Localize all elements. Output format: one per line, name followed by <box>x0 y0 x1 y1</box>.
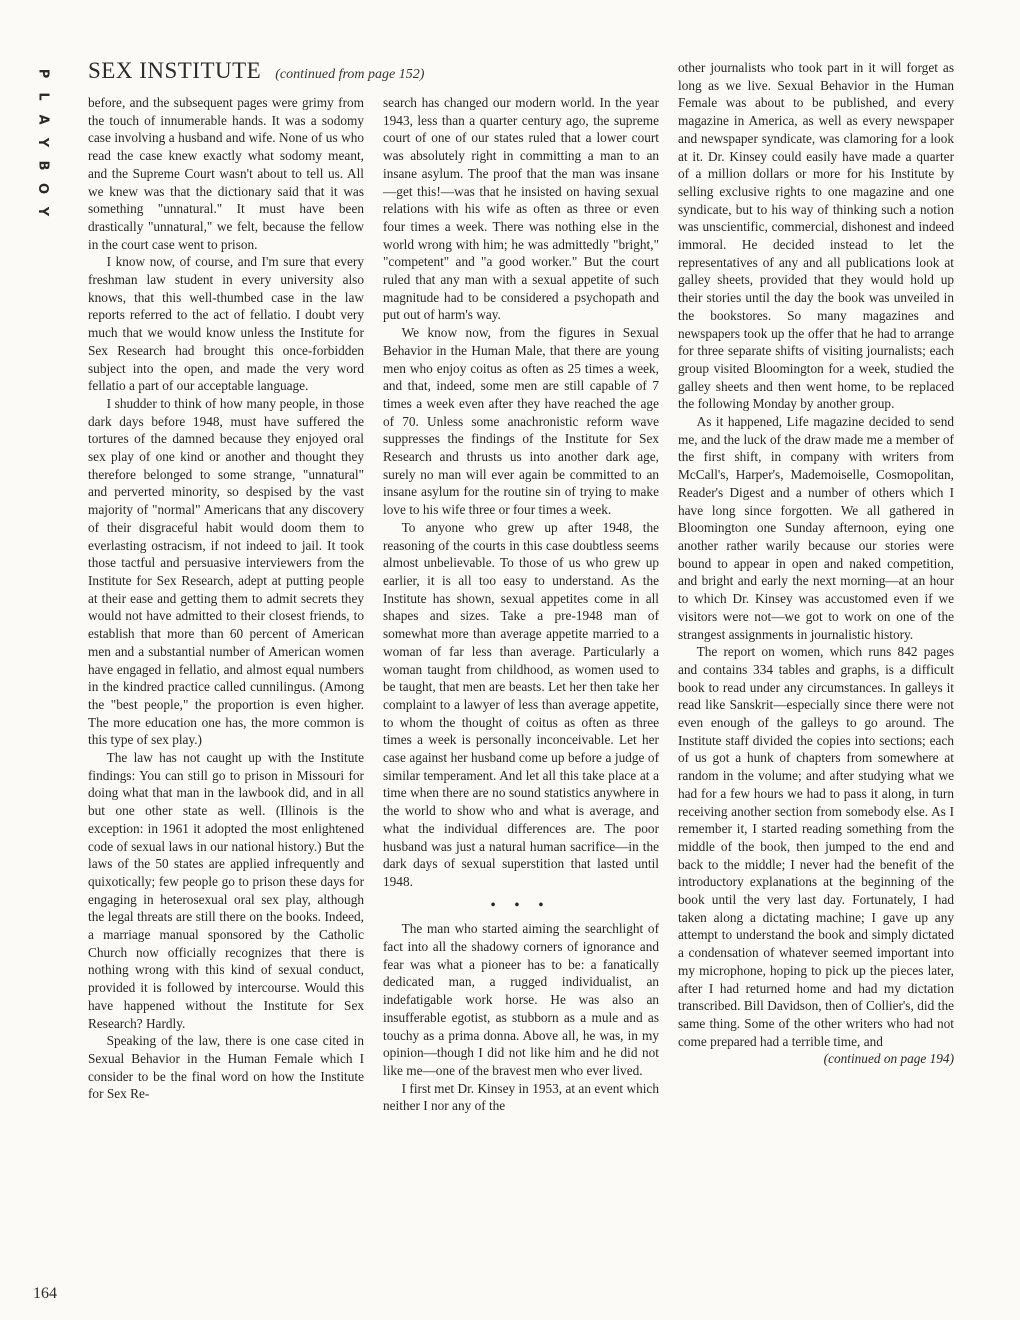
article-header <box>88 58 424 84</box>
magazine-letter: Y <box>35 137 51 148</box>
paragraph: To anyone who grew up after 1948, the reasoning of the courts in this case doubtless seems almost unbelievable. To those of us who grew up earlier, it is all too easy to understand. As the Institute has shown, sexual appetites come in all shapes and sizes. Take a pre-1948 man of somewhat more than average appetite married to a woman of far less than average. Particularly a woman taught from childhood, as women used to be taught, that men are beasts. Let her then take her complaint to a lawyer of less than average appetite, to whom the thought of coitus as often as three times a week is personally inconceivable. Let her case against her husband come up before a judge of similar temperament. And let all this take place at a time when there are no sound statistics anywhere in the world to show who and what is average, and what the individual differences are. The poor husband was just a natural human sacrifice—in the dark days of sexual superstition that lasted until 1948. <box>383 519 659 889</box>
paragraph: The report on women, which runs 842 pages and contains 334 tables and graphs, is a difficult book to read under any circumstances. In galleys it read like Sanskrit—especially since there were not even enough of the galleys to go around. The Institute staff divided the copies into sections; each of us got a hunk of chapters from somewhere at random in the volume; and after studying what we had for a few hours we had to pass it along, in turn receiving another section from somebody else. As I remember it, I started reading something from the middle of the book, then jumped to the end and back to the middle; I never had the benefit of the introductory explanations at the beginning of the book until the very last day. Fortunately, I had taken along a dictating machine; I gave up any attempt to understand the book and simply dictated a condensation of whatever seemed important into my microphone, hoping to pick up the pieces later, after I had returned home and had my dictation transcribed. Bill Davidson, then of Collier's, did the same thing. Some of the other writers who had not come prepared had a terrible time, and <box>678 644 954 1049</box>
paragraph: search has changed our modern world. In the year 1943, less than a quarter century ago, the supreme court of one of our states ruled that a lower court was absolutely right in committing a man to an insane asylum. The proof that the man was insane—get this!—was that he insisted on having sexual relations with his wife as often as three or even four times a week. There was nothing else in the world wrong with him; he was admittedly "bright," "competent" and "a good worker." But the court ruled that any man with a sexual appetite of such magnitude had to be considered a psychopath and put out of harm's way. <box>383 95 659 323</box>
magazine-letter: P <box>35 68 51 79</box>
magazine-letter: B <box>35 160 51 171</box>
magazine-name-vertical <box>33 62 53 223</box>
article-title: SEX INSTITUTE <box>88 58 262 83</box>
paragraph: As it happened, Life magazine decided to send me, and the luck of the draw made me a member of the first shift, in company with writers from McCall's, Harper's, Mademoiselle, Cosmopolitan, Reader's Digest and a number of others which I have long since forgotten. We all gathered in Bloomington one Sunday afternoon, eying one another rather warily because our stories were bound to appear in open and naked competition, and bright and early the next morning—at an hour to which Dr. Kinsey was accustomed even if we visitors were not—we got to work on one of the strangest assignments in journalistic history. <box>678 414 954 642</box>
section-separator: • • • <box>490 896 552 912</box>
paragraph: Speaking of the law, there is one case cited in Sexual Behavior in the Human Female which I consider to be the final word on how the Institute for Sex Re- <box>88 1033 364 1102</box>
text-column-3 <box>678 59 954 1068</box>
continued-from-note: (continued from page 152) <box>275 67 425 82</box>
page-number: 164 <box>33 1285 57 1302</box>
paragraph: I know now, of course, and I'm sure that every freshman law student in every university also knows, that this well-thumbed case in the law reports referred to the act of fellatio. I doubt very much that we would know unless the Institute for Sex Research had brought this once-forbidden subject into the open, and made the very word fellatio a part of our acceptable language. <box>88 254 364 394</box>
paragraph: I shudder to think of how many people, in those dark days before 1948, must have suffered the tortures of the damned because they enjoyed oral sex play of one kind or another and thought they therefore belonged to some strange, "unnatural" and perverted minority, so despised by the vast majority of "normal" Americans that any discovery of their disgraceful habit would doom them to everlasting ostracism, if not indeed to jail. It took those tactful and persuasive interviewers from the Institute for Sex Research, adept at putting people at their ease and getting them to admit secrets they would not have admitted to their closest friends, to establish that more than 60 percent of American men and a substantial number of American women have engaged in fellatio, and almost equal numbers in the kindred practice called cunnilingus. (Among the "best people," the proportion is even higher. The more education one has, the more common is this type of sex play.) <box>88 395 364 748</box>
magazine-letter: Y <box>35 206 51 217</box>
text-column-2 <box>383 94 659 1115</box>
text-column-1 <box>88 94 364 1103</box>
magazine-letter: A <box>35 114 51 125</box>
paragraph: The man who started aiming the searchlight of fact into all the shadowy corners of ignorance and fear was what a pioneer has to be: a fanatically dedicated man, a rugged individualist, an indefatigable work horse. He was also an insufferable egotist, as stubborn as a mule and as touchy as a prima donna. Above all, he was, in my opinion—though I did not like him and he did not like me—one of the bravest men who ever lived. <box>383 921 659 1078</box>
paragraph: The law has not caught up with the Institute findings: You can still go to prison in Missouri for doing what that man in the lawbook did, and in all but one other state as well. (Illinois is the exception: in 1961 it adopted the most enlightened code of sexual laws in our national history.) But the laws of the 50 states are applied infrequently and quixotically; few people go to prison these days for engaging in heterosexual oral sex play, although the legal threats are still there on the books. Indeed, a marriage manual sponsored by the Catholic Church now officially recognizes that there is nothing wrong with this kind of sexual conduct, provided it is followed by intercourse. Would this have happened without the Institute for Sex Research? Hardly. <box>88 750 364 1031</box>
continued-on-note: (continued on page 194) <box>823 1051 954 1067</box>
paragraph: other journalists who took part in it will forget as long as we live. Sexual Behavior in the Human Female was about to be published, and every magazine in America, as well as every newspaper and newspaper syndicate, was clamoring for a look at it. Dr. Kinsey could easily have made a quarter of a million dollars or more for his Institute by selling exclusive rights to one magazine and one syndicate, but to his way of thinking such a notion was unscientific, commercial, dishonest and indeed immoral. He decided instead to let the representatives of any and all publications look at galley sheets, provided that they would hold up their stories until the day the book was unveiled in the bookstores. So many magazines and newspapers took up the offer that he had to arrange for three separate shifts of visiting journalists; each group visited Bloomington for a week, studied the galley sheets and then went home, to be replaced the following Monday by another group. <box>678 60 954 412</box>
paragraph: before, and the subsequent pages were grimy from the touch of innumerable hands. It was a sodomy case involving a husband and wife. None of us who read the case knew exactly what sodomy meant, and the Supreme Court wasn't about to tell us. All we knew was that the dictionary said that it was something "unnatural." It must have been drastically "unnatural," we felt, because the fellow in the court case went to prison. <box>88 95 364 252</box>
paragraph: I first met Dr. Kinsey in 1953, at an event which neither I nor any of the <box>383 1080 659 1114</box>
magazine-letter: O <box>35 182 51 195</box>
magazine-letter: L <box>35 92 51 101</box>
paragraph: We know now, from the figures in Sexual Behavior in the Human Male, that there are young men who enjoy coitus as often as 25 times a week, and that, indeed, some men are still capable of 7 times a week even after they have reached the age of 70. Unless some anachronistic reform wave suppresses the findings of the Institute for Sex Research and thrusts us into another dark age, surely no man will ever again be committed to an insane asylum for the routine sin of trying to make love to his wife three or four times a week. <box>383 325 659 518</box>
